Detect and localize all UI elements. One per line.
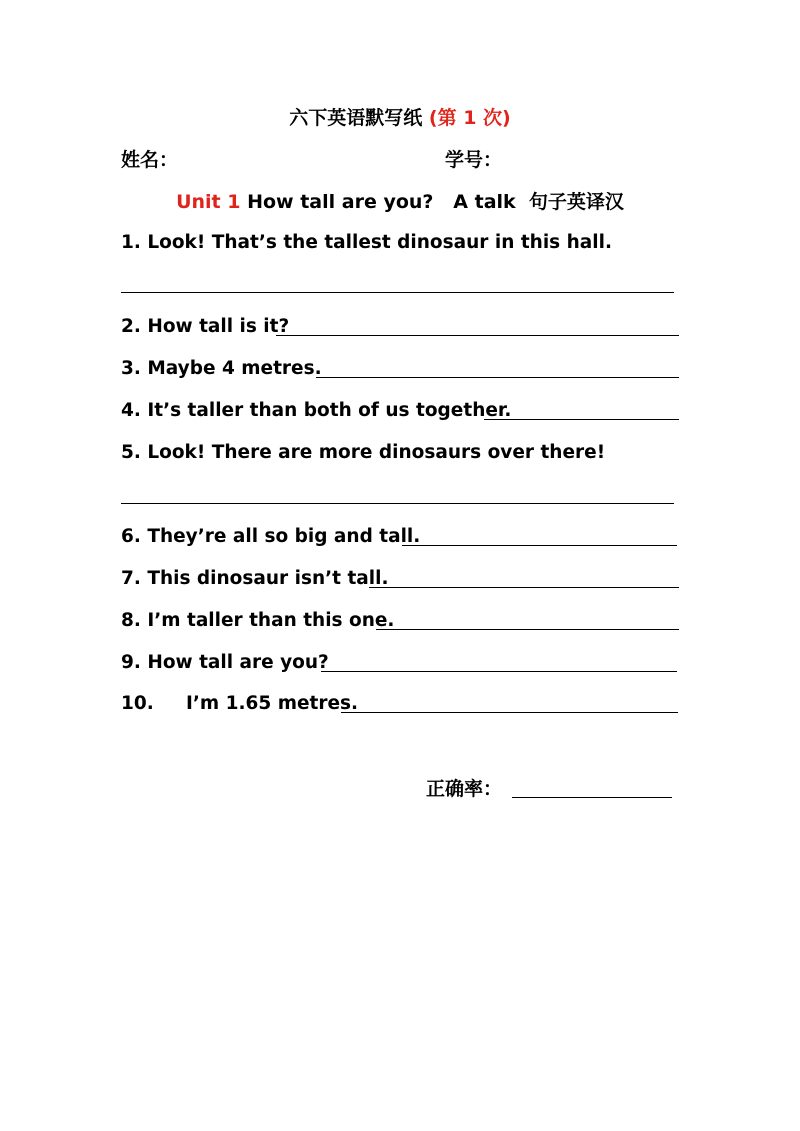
answer-line-2[interactable] (276, 335, 679, 336)
answer-line-9[interactable] (321, 671, 677, 672)
question-5: 5. Look! There are more dinosaurs over there! (121, 442, 606, 463)
page-title (0, 104, 800, 132)
question-8: 8. I’m taller than this one. (121, 610, 395, 631)
question-10: 10. I’m 1.65 metres. (121, 693, 359, 714)
answer-line-4[interactable] (484, 419, 679, 420)
answer-line-8[interactable] (376, 629, 679, 630)
question-2: 2. How tall is it? (121, 316, 290, 337)
unit-subtitle (0, 188, 800, 216)
title-attempt-number: (第 1 次) (428, 107, 511, 129)
answer-line-10[interactable] (341, 712, 678, 713)
question-6: 6. They’re all so big and tall. (121, 526, 421, 547)
question-4: 4. It’s taller than both of us together. (121, 400, 512, 421)
answer-line-6[interactable] (402, 545, 677, 546)
question-7: 7. This dinosaur isn’t tall. (121, 568, 389, 589)
unit-number: Unit 1 (176, 191, 241, 213)
question-9: 9. How tall are you? (121, 652, 329, 673)
accuracy-answer-line[interactable] (512, 797, 672, 798)
unit-description: How tall are you? A talk 句子英译汉 (240, 191, 624, 213)
answer-line-3[interactable] (316, 377, 679, 378)
student-id-label: 学号： (445, 149, 503, 171)
answer-line-1[interactable] (121, 292, 674, 293)
name-label: 姓名： (121, 149, 179, 171)
answer-line-7[interactable] (369, 587, 679, 588)
title-main: 六下英语默写纸 (289, 107, 429, 129)
answer-line-5[interactable] (121, 503, 674, 504)
question-1: 1. Look! That’s the tallest dinosaur in this hall. (121, 232, 612, 253)
question-3: 3. Maybe 4 metres. (121, 358, 322, 379)
accuracy-label: 正确率： (426, 778, 503, 800)
